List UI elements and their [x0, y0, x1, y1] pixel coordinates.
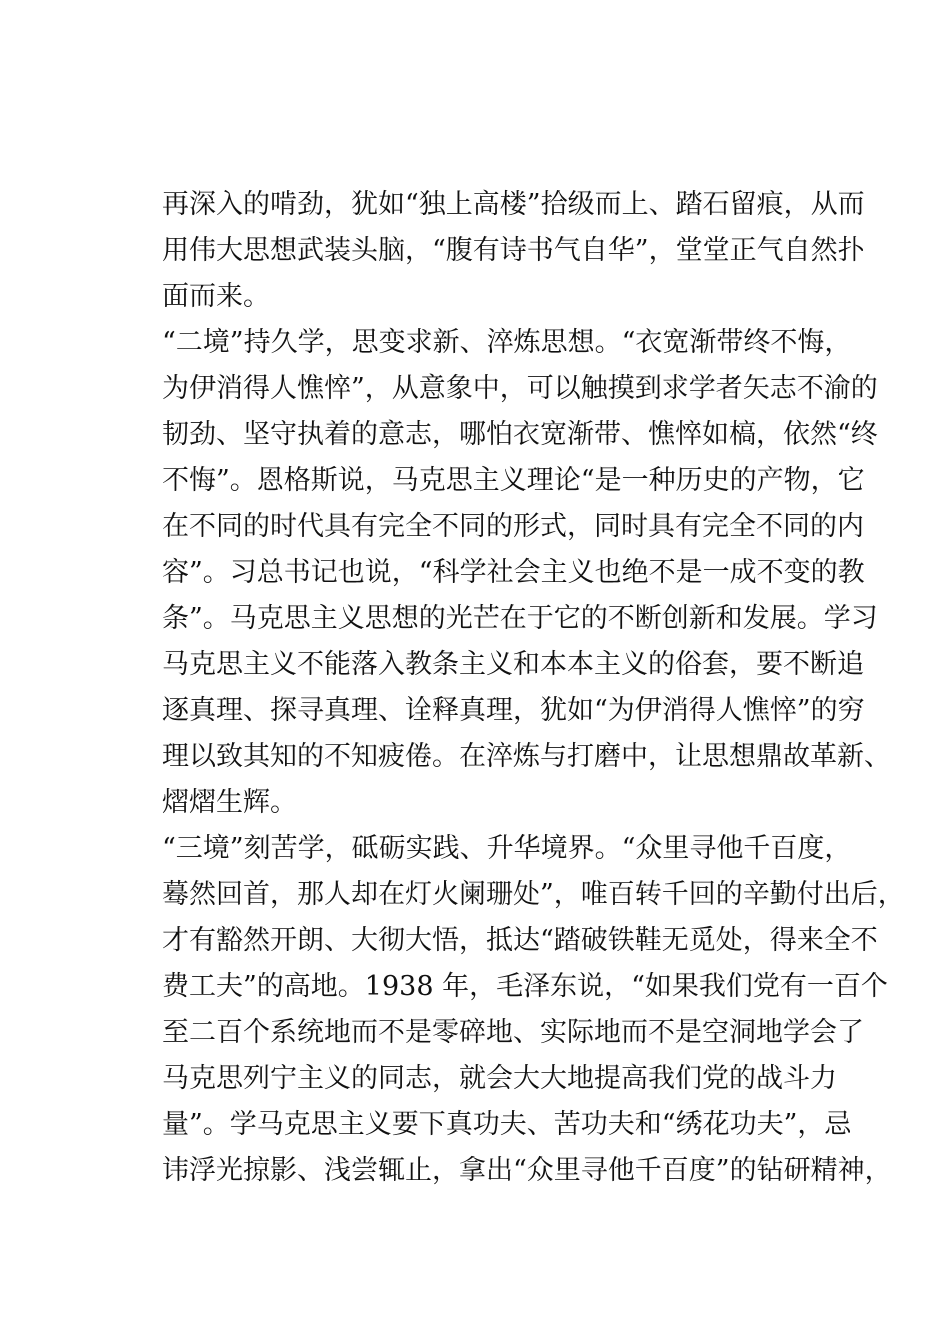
text-line: 费工夫”的高地。1938 年，毛泽东说，“如果我们党有一百个	[162, 971, 888, 1002]
text-line: 至二百个系统地而不是零碎地、实际地而不是空洞地学会了	[162, 1017, 864, 1048]
paragraph-first-line: “二境”持久学，思变求新、淬炼思想。“衣宽渐带终不悔，	[162, 327, 852, 358]
text-line: 马克思列宁主义的同志，就会大大地提高我们党的战斗力	[162, 1063, 837, 1094]
paragraph-first-line: “三境”刻苦学，砥砺实践、升华境界。“众里寻他千百度，	[162, 833, 852, 864]
text-line: 韧劲、坚守执着的意志，哪怕衣宽渐带、憔悴如槁，依然“终	[162, 419, 878, 450]
text-line: 蓦然回首，那人却在灯火阑珊处”，唯百转千回的辛勤付出后，	[162, 879, 905, 910]
text-line: 量”。学马克思主义要下真功夫、苦功夫和“绣花功夫”，忌	[162, 1109, 852, 1140]
text-line: 马克思主义不能落入教条主义和本本主义的俗套，要不断追	[162, 649, 864, 680]
text-line: 再深入的啃劲，犹如“独上高楼”拾级而上、踏石留痕，从而	[162, 189, 865, 220]
text-line: 在不同的时代具有完全不同的形式，同时具有完全不同的内	[162, 511, 864, 542]
text-line: 才有豁然开朗、大彻大悟，抵达“踏破铁鞋无觅处，得来全不	[162, 925, 878, 956]
text-line: 容”。习总书记也说，“科学社会主义也绝不是一成不变的教	[162, 557, 865, 588]
body-text	[162, 182, 905, 1194]
text-line: 逐真理、探寻真理、诠释真理，犹如“为伊消得人憔悴”的穷	[162, 695, 865, 726]
text-line: 理以致其知的不知疲倦。在淬炼与打磨中，让思想鼎故革新、	[162, 741, 891, 772]
text-line: 用伟大思想武装头脑，“腹有诗书气自华”，堂堂正气自然扑	[162, 235, 865, 266]
text-line: 讳浮光掠影、浅尝辄止，拿出“众里寻他千百度”的钻研精神，	[162, 1155, 892, 1186]
text-line: 熠熠生辉。	[162, 787, 297, 818]
text-line: 为伊消得人憔悴”，从意象中，可以触摸到求学者矢志不渝的	[162, 373, 878, 404]
text-line: 条”。马克思主义思想的光芒在于它的不断创新和发展。学习	[162, 603, 878, 634]
text-line: 不悔”。恩格斯说，马克思主义理论“是一种历史的产物，它	[162, 465, 865, 496]
text-line: 面而来。	[162, 281, 270, 312]
